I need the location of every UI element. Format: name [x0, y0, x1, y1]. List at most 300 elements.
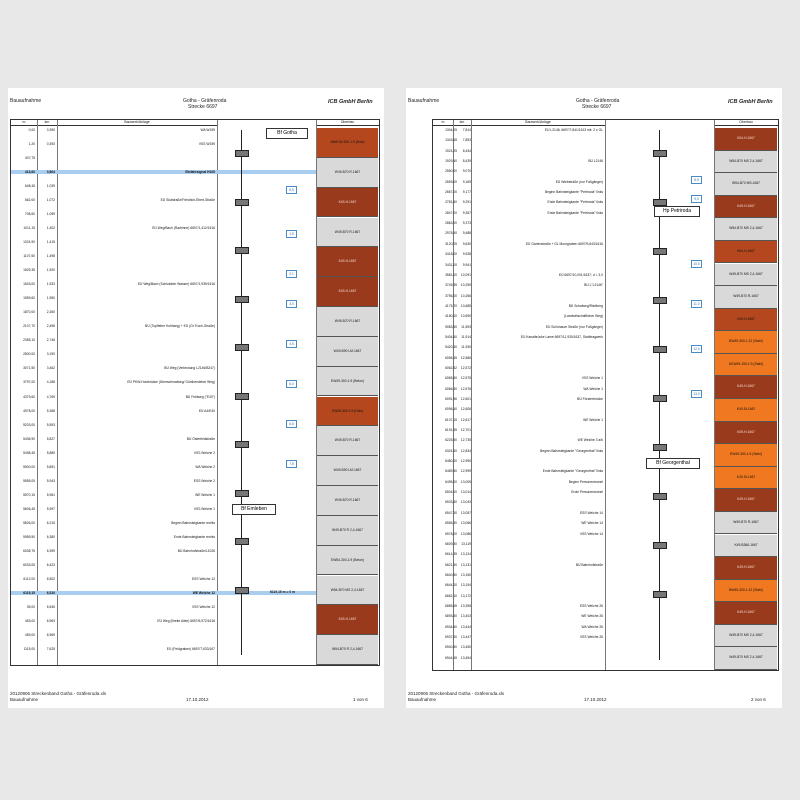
row-km: 12,990: [460, 459, 471, 464]
page-1: [8, 88, 384, 708]
row-km: 5,961: [46, 492, 55, 497]
row-m: 6225,50: [445, 438, 457, 443]
oberbau-segment: W49-B70 MS 2,4-1667: [715, 625, 777, 648]
row-km: 3,462: [46, 366, 55, 371]
row-bauwerk: BÜ Försterbrücke: [577, 397, 603, 401]
row-m: 3797,00: [23, 380, 35, 385]
row-m: 2107,70: [23, 324, 35, 329]
row-bauwerk: EÜ Gartenstraße + DL Moorgraben 6697/9,643/1616: [525, 241, 603, 246]
row-km: 0,393: [46, 142, 55, 147]
structure-symbol: [235, 441, 249, 448]
row-bauwerk: BÜ Bahnhofstraße/L1026: [177, 548, 215, 553]
row-bauwerk: EÜ Südstraße/Friedrich-Ebert-Straße: [160, 198, 215, 203]
speed-sign: 13,0: [691, 390, 702, 398]
row-bauwerk: BÜ Bahnhofstraße: [575, 562, 603, 567]
row-bauwerk: Beginn Bahnsteigkante rechts: [171, 520, 215, 525]
row-m: 6621,90: [445, 562, 457, 567]
row-m: 662,00: [24, 198, 35, 203]
row-km: 6,545: [46, 604, 55, 609]
row-bauwerk: VSS Weiche 1: [581, 376, 603, 381]
row-m: 6578,00: [445, 531, 457, 536]
row-m: 5203,00: [23, 422, 35, 427]
row-m: 1011,15: [23, 226, 35, 231]
row-km: 0,390: [46, 128, 55, 132]
row-km: 13,088: [460, 531, 471, 536]
oberbau-segment: W49-B70 R-1667: [317, 426, 378, 456]
row-bauwerk: Beginn Personentunnel: [568, 479, 603, 484]
oberbau-segment: K49-H-1667: [715, 376, 777, 399]
row-m: 5420,30: [445, 345, 457, 350]
row-km: 5,827: [46, 436, 55, 441]
row-km: 11,914: [461, 334, 471, 339]
row-bauwerk: WA Weiche 2: [195, 464, 215, 469]
oberbau-segment: K49-H-1667: [715, 309, 777, 332]
row-bauwerk: Ende Bahnsteigkante "Georgenthal" links: [542, 469, 603, 474]
speed-sign: 9,0: [691, 195, 702, 203]
row-bauwerk: WE Weiche 14: [581, 521, 603, 526]
row-m: 3756,00: [445, 293, 457, 298]
row-m: 3071,50: [23, 366, 35, 371]
row-m: 5555,05: [23, 478, 35, 483]
row-km: 13,124: [460, 552, 471, 557]
row-km: 1,039: [46, 184, 55, 189]
row-km: 10,266: [460, 293, 471, 298]
row-km: 6,969: [46, 632, 55, 637]
row-m: 4978,00: [23, 408, 35, 413]
oberbau-segment: K49-H-1667: [715, 489, 777, 512]
row-bauwerk: ESS Weiche 26: [579, 603, 603, 608]
structure-symbol: [235, 393, 249, 400]
row-m: 6112,00: [23, 576, 35, 581]
oberbau-segment: K49-B366-1667: [715, 535, 777, 558]
row-km: 12,601: [460, 397, 471, 401]
row-m: 2800,00: [23, 352, 35, 357]
row-km: 5,943: [46, 478, 55, 483]
row-m: 3120,05: [445, 241, 457, 246]
row-km: 11,593: [461, 324, 471, 329]
col-oberbau: Oberbau: [714, 120, 778, 126]
speed-sign: 6,5: [286, 186, 297, 194]
row-bauwerk: EÜ Wiebstraße (nur Fußgänger): [555, 179, 603, 184]
row-km: 13,131: [460, 562, 471, 567]
row-km: 10,259: [460, 283, 471, 288]
row-km: 12,617: [460, 417, 471, 422]
row-m: 5498,45: [23, 450, 35, 455]
row-m: 5500,00: [23, 464, 35, 469]
row-m: 6885,65: [445, 603, 457, 608]
row-bauwerk: Einfahrsignal H105: [185, 170, 215, 175]
row-m: 2667,00: [445, 190, 457, 195]
row-km: 13,014: [460, 490, 471, 495]
oberbau-segment: DKW49-190-1:9 (Stahl): [715, 354, 777, 377]
oberbau-segment: EW49-300-1:9 (Stahl): [715, 444, 777, 467]
row-m: 5083,50: [445, 324, 457, 329]
row-bauwerk: VSS Weiche 1: [193, 506, 215, 511]
footer-page: 2 von 6: [751, 697, 766, 702]
station-box-petriroda: Hp Petriroda: [654, 206, 700, 217]
oberbau-segment: K49-H-1667: [317, 188, 378, 218]
row-m: 6489,50: [445, 469, 457, 474]
row-bauwerk: WE Weiche 1: [195, 492, 215, 497]
row-km: 6,380: [46, 534, 55, 539]
row-m: 4379,60: [23, 394, 35, 399]
row-m: 5989,50: [23, 534, 35, 539]
row-km: 1,950: [46, 296, 55, 301]
row-bauwerk: Ende Personentunnel: [571, 490, 603, 495]
row-m: 6091,96: [445, 397, 457, 401]
oberbau-segment: BW49-300-1:12 (Stahl): [715, 331, 777, 354]
row-bauwerk: EÜ A4/E40: [198, 408, 215, 413]
row-m: 407,75: [24, 156, 35, 161]
speed-sign: 1,5: [286, 230, 297, 238]
row-m: 3431,00: [445, 262, 457, 267]
row-bauwerk: BÜ L2146: [588, 159, 603, 164]
speed-sign: 8,5: [691, 176, 702, 184]
row-km: 2,746: [46, 338, 55, 343]
km-marker: 6119,15 m = 0 m: [270, 590, 296, 594]
speed-sign: 11,0: [691, 300, 702, 308]
row-bauwerk: VSS W159: [198, 142, 215, 147]
oberbau-segment: K49-St-1667: [715, 399, 777, 422]
oberbau-segment: K49-H-1667: [317, 605, 378, 635]
oberbau-segment: W49-B70 R 2,4-1667: [317, 516, 378, 546]
speed-sign: 7,5: [286, 460, 297, 468]
oberbau-segment: EW54-300-1:9 (Beton): [317, 546, 378, 576]
row-m: 6556,30: [445, 521, 457, 526]
row-bauwerk: EÜ Kanalbrücke Lame 6697/11,930/1637, Stahltragwerk: [520, 334, 603, 339]
row-m: 1924,25: [445, 148, 457, 153]
col-m: m: [11, 120, 37, 126]
row-km: 1,072: [46, 198, 55, 203]
structure-symbol: [653, 444, 667, 451]
row-km: 5,593: [46, 422, 55, 427]
row-km: 5,891: [46, 464, 55, 469]
footer-file: 20120906 Streckenband Gotha - Gräfenroda.xls: [408, 691, 505, 696]
row-m: 35,00: [26, 604, 35, 609]
row-bauwerk: ESS Weiche 14: [579, 510, 603, 515]
structure-symbol: [235, 199, 249, 206]
station-box-gotha: Bf Gotha: [266, 128, 308, 139]
row-m: 6614,35: [445, 552, 457, 557]
row-m: 2659,00: [445, 179, 457, 184]
row-km: 13,057: [460, 510, 471, 515]
row-m: 5826,00: [23, 520, 35, 525]
oberbau-segment: K54-H-1667: [715, 241, 777, 264]
header-left: Bauaufnahme: [408, 98, 440, 104]
row-m: 4180,00: [445, 314, 457, 319]
oberbau-segment: W54-B70 MS 2,4-1667: [715, 151, 777, 174]
row-bauwerk: WE Weiche 26: [581, 614, 603, 619]
row-km: 1,415: [46, 240, 55, 245]
oberbau-segment: W54-B70 MS 2,4-1667: [317, 576, 378, 606]
row-km: 13,403: [460, 614, 471, 619]
row-km: 13,066: [460, 521, 471, 526]
oberbau-segment: ABW 54-300-1:9 (Holz): [317, 128, 378, 158]
row-bauwerk: BÜ Weg (Verbindung L2146/B247): [164, 366, 215, 371]
row-km: 13,119: [461, 541, 471, 546]
row-m: 6937,60: [445, 634, 457, 639]
row-m: 6533,60: [445, 500, 457, 505]
row-m: 1343,65: [445, 138, 457, 143]
row-m: 459,00: [24, 632, 35, 637]
strip-table: [10, 119, 380, 666]
row-km: 6,963: [46, 618, 55, 623]
row-km: 12,575: [460, 376, 471, 381]
oberbau-segment: W49-B90 LM-1667: [317, 456, 378, 486]
row-km: 12,999: [460, 469, 471, 474]
oberbau-segment: K49-H-1667: [317, 247, 378, 277]
row-km: 5,997: [46, 506, 55, 511]
row-m: 6609,30: [445, 541, 457, 546]
page-2: [406, 88, 782, 708]
row-m: 6934,60: [445, 624, 457, 629]
header-title: Gotha - Gräfenroda: [576, 98, 620, 104]
row-km: 9,373: [462, 221, 471, 226]
row-m: 6096,40: [445, 407, 457, 412]
header-title: Gotha - Gräfenroda: [183, 98, 227, 104]
row-km: 1,402: [46, 226, 55, 231]
row-m: 6119,15: [23, 590, 35, 595]
row-m: 5404,60: [445, 334, 457, 339]
row-m: 5606,45: [23, 506, 35, 511]
oberbau-segment: W49-B90 LM-1667: [317, 337, 378, 367]
col-bauwerk: Bauwerk/Anlage: [471, 120, 605, 126]
header-route: Strecke 6697: [582, 104, 612, 110]
row-km: 13,450: [460, 645, 471, 650]
row-m: 6066,30: [445, 386, 457, 391]
row-m: 6033,05: [23, 562, 35, 567]
row-km: 4,188: [46, 380, 55, 385]
row-km: 1,920: [46, 268, 55, 273]
structure-symbol: [235, 490, 249, 497]
oberbau-segment: K54-H-1667: [715, 128, 777, 151]
oberbau-segment: W49-B70 R-1667: [317, 486, 378, 516]
row-km: 8,434: [462, 148, 471, 153]
row-km: 13,005: [460, 479, 471, 484]
row-m: 2978,40: [445, 231, 457, 236]
row-km: 9,630: [462, 241, 471, 246]
row-m: 1929,40: [445, 159, 457, 164]
row-bauwerk: WE Weiche 12: [192, 590, 215, 595]
row-m: 413,60: [24, 170, 35, 175]
row-m: 1304,05: [445, 128, 457, 132]
row-km: 9,357: [462, 210, 471, 215]
row-m: 1559,60: [23, 296, 35, 301]
row-km: 10,685: [460, 303, 471, 308]
row-km: 8,439: [462, 159, 471, 164]
row-m: 5436,90: [23, 436, 35, 441]
row-m: 2560,00: [445, 169, 457, 174]
row-m: 6065,60: [445, 376, 457, 381]
row-km: 6,399: [46, 548, 55, 553]
footer-date: 17.10.2012: [584, 697, 607, 702]
row-bauwerk: Ende Bahnsteigkante "Petriroda" links: [547, 210, 603, 215]
row-bauwerk: VSS Weiche 26: [579, 634, 603, 639]
row-m: 6547,30: [445, 510, 457, 515]
row-km: 3,190: [46, 352, 55, 357]
col-m: m: [433, 120, 453, 126]
row-m: 6191,95: [445, 428, 457, 433]
structure-symbol: [653, 346, 667, 353]
row-m: 3581,00: [445, 272, 457, 277]
row-km: 9,169: [462, 179, 471, 184]
row-m: 6495,00: [445, 479, 457, 484]
row-bauwerk: WA W159: [200, 128, 215, 132]
row-m: 6662,10: [445, 593, 457, 598]
row-m: 5570,15: [23, 492, 35, 497]
row-bauwerk: BÜ L"L2146": [584, 283, 603, 288]
row-km: 9,928: [462, 252, 471, 257]
speed-sign: 6,5: [286, 420, 297, 428]
row-m: 3418,00: [445, 252, 457, 257]
row-km: 9,070: [462, 169, 471, 174]
row-km: 1,933: [46, 282, 55, 287]
row-km: 2,496: [46, 324, 55, 329]
row-bauwerk: EÜ Schönauer Straße (nur Fußgänger): [545, 324, 603, 329]
row-km: 12,576: [460, 386, 471, 391]
row-m: 2863,00: [445, 221, 457, 226]
oberbau-segment: W49-B70 R-1667: [317, 307, 378, 337]
row-km: 9,291: [462, 200, 471, 205]
row-bauwerk: EÜ PKW-Holzbrücke (Überschmalweg/ Günthersleber Weg): [127, 380, 215, 385]
row-bauwerk: Ende Bahnsteigkante rechts: [173, 534, 215, 539]
row-km: 7,814: [462, 128, 471, 132]
speed-sign: 10,0: [691, 260, 702, 268]
row-bauwerk: BÜ Schafweg/Riedberg: [568, 303, 603, 308]
row-km: 6,423: [46, 562, 55, 567]
row-m: 6062,52: [445, 365, 457, 370]
row-km: 1,498: [46, 254, 55, 259]
row-km: 12,566: [460, 355, 471, 360]
footer-label: Bauaufnahme: [408, 697, 437, 702]
station-box-georgenthal: Bf Georgenthal: [646, 458, 700, 469]
row-km: 13,150: [460, 572, 471, 577]
row-km: 7,625: [46, 646, 55, 651]
speed-sign: 2,1: [286, 270, 297, 278]
row-bauwerk: Ende Bahnsteigkante "Petriroda" links: [547, 200, 603, 205]
row-m: 0,00: [28, 128, 35, 132]
row-bauwerk: VSS Weiche 14: [579, 531, 603, 536]
header-left: Bauaufnahme: [10, 98, 42, 104]
row-km: 13,172: [460, 593, 471, 598]
row-bauwerk: (Landwirtschaftlicher Weg): [564, 314, 603, 319]
row-km: 5,889: [46, 450, 55, 455]
row-bauwerk: VSS Weiche 2: [193, 450, 215, 455]
footer-label: Bauaufnahme: [10, 697, 39, 702]
footer-file: 20120906 Streckenband Gotha - Gräfenroda.xls: [10, 691, 107, 696]
row-km: 9,941: [462, 262, 471, 267]
row-m: 6893,50: [445, 614, 457, 619]
row-bauwerk: EÜ Weg (Breite Allee) 6697/6,972/1616: [157, 618, 215, 623]
row-m: 1024,90: [23, 240, 35, 245]
row-km: 10,091: [460, 272, 471, 277]
row-km: 12,572: [460, 365, 471, 370]
row-km: 6,215: [46, 520, 55, 525]
row-m: 2847,00: [445, 210, 457, 215]
row-km: 9,488: [462, 231, 471, 236]
row-bauwerk: EÜ (Feldgraben) 6697/7,633/167: [166, 646, 215, 651]
structure-symbol: [653, 542, 667, 549]
structure-symbol: [653, 150, 667, 157]
row-m: 2781,60: [445, 200, 457, 205]
row-m: 6944,45: [445, 655, 457, 660]
col-km: km: [37, 120, 57, 126]
row-bauwerk: EÜ Weg/Bach (Schlotdder Wasser) 6697/1,939/1516: [137, 282, 215, 287]
col-oberbau: Oberbau: [316, 120, 379, 126]
structure-symbol: [653, 591, 667, 598]
row-bauwerk: WA Weiche 26: [581, 624, 603, 629]
oberbau-segment: W54-B70 R 2,4-1667: [317, 635, 378, 665]
row-bauwerk: EÜ L2146; 6697/7,841/1613 mit. 2 x OL: [544, 128, 603, 132]
row-bauwerk: WE Weiche 1: [583, 417, 603, 422]
row-km: 11,930: [461, 345, 471, 350]
oberbau-segment: W49-B70 MS 2,4-1667: [715, 264, 777, 287]
structure-symbol: [235, 538, 249, 545]
row-m: 1,20: [28, 142, 35, 147]
row-km: 9,177: [462, 190, 471, 195]
row-km: 12,834: [460, 448, 471, 453]
oberbau-segment: K49-H-1667: [715, 602, 777, 625]
row-km: 12,606: [460, 407, 471, 412]
row-m: 453,00: [24, 618, 35, 623]
row-m: 6640,50: [445, 572, 457, 577]
row-m: 708,60: [24, 212, 35, 217]
row-m: 6324,60: [445, 448, 457, 453]
structure-symbol: [653, 395, 667, 402]
header-firm: ICB GmbH Berlin: [728, 99, 773, 105]
row-bauwerk: Beginn Bahnsteigkante "Petriroda" links: [544, 190, 603, 195]
row-bauwerk: Beginn Bahnsteigkante "Georgenthal" links: [540, 448, 603, 453]
structure-symbol: [235, 587, 249, 594]
row-m: 2355,10: [23, 338, 35, 343]
structure-symbol: [235, 296, 249, 303]
header-firm: ICB GmbH Berlin: [328, 99, 373, 105]
row-m: 6480,00: [445, 459, 457, 464]
row-km: 13,154: [460, 583, 471, 588]
row-km: 6,502: [46, 576, 55, 581]
row-m: 1107,60: [23, 254, 35, 259]
row-bauwerk: ESS Weiche 2: [193, 478, 215, 483]
row-km: 13,454: [460, 655, 471, 660]
oberbau-segment: EW49-300-1:9 (Beton): [317, 367, 378, 397]
row-km: 13,395: [460, 603, 471, 608]
col-km: km: [453, 120, 471, 126]
row-km: 13,444: [460, 624, 471, 629]
row-bauwerk: WA Weiche 1: [583, 386, 603, 391]
oberbau-segment: W49-B70 R-1667: [317, 158, 378, 188]
speed-sign: 12,0: [691, 345, 702, 353]
col-bauwerk: Bauwerk/Anlage: [57, 120, 217, 126]
structure-symbol: [653, 248, 667, 255]
station-box-emleben: Bf Emleben: [232, 504, 276, 515]
structure-symbol: [235, 150, 249, 157]
speed-sign: 3,0: [286, 300, 297, 308]
row-km: 10,690: [460, 314, 471, 319]
oberbau-segment: K49-St-1667: [715, 467, 777, 490]
oberbau-segment: W54-B70 MS 2,4-1667: [715, 218, 777, 241]
row-km: 12,735: [460, 438, 471, 443]
row-km: 13,043: [460, 500, 471, 505]
row-m: 4175,70: [445, 303, 457, 308]
row-bauwerk: VSS Weiche 12: [191, 604, 215, 609]
row-km: 12,701: [460, 428, 471, 433]
strip-table: [432, 119, 779, 671]
structure-symbol: [235, 344, 249, 351]
row-m: 3749,35: [445, 283, 457, 288]
structure-symbol: [653, 493, 667, 500]
oberbau-segment: K49-H-1667: [715, 422, 777, 445]
row-km: 13,447: [460, 634, 471, 639]
